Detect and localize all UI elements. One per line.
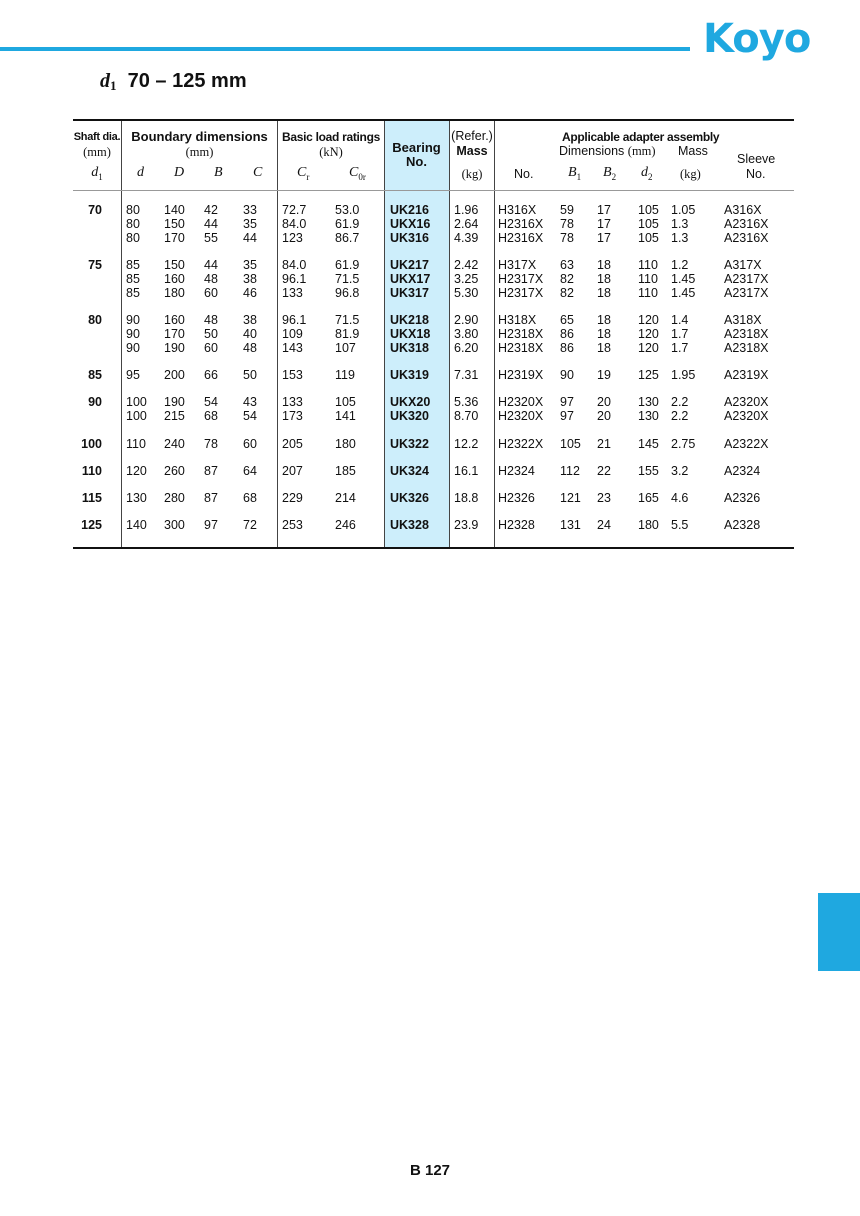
cell-cr: 96.1 [282,313,307,327]
cell-d: 110 [126,437,146,451]
cell-C: 44 [243,231,257,245]
cell-adapter-mass: 1.45 [671,272,696,286]
cell-c0r: 119 [335,368,355,382]
cell-bearing-no: UK217 [390,258,429,272]
cell-c0r: 81.9 [335,327,360,341]
cell-cr: 72.7 [282,203,307,217]
cell-cr: 229 [282,491,303,505]
cell-B: 44 [204,258,218,272]
cell-adapter-no: H2319X [498,368,544,382]
cell-bearing-no: UK324 [390,464,429,478]
cell-cr: 96.1 [282,272,307,286]
header-boundary: Boundary dimensions [131,129,268,144]
cell-B: 87 [204,491,218,505]
cell-d: 140 [126,518,147,532]
cell-adapter-mass: 1.3 [671,217,689,231]
cell-adapter-mass: 5.5 [671,518,689,532]
cell-cr: 153 [282,368,303,382]
cell-cr: 109 [282,327,303,341]
cell-mass: 3.25 [454,272,479,286]
cell-b1: 97 [560,395,574,409]
cell-b2: 17 [597,231,611,245]
cell-adapter-no: H2328 [498,518,535,532]
cell-sleeve-no: A2324 [724,464,761,478]
cell-mass: 18.8 [454,491,479,505]
cell-cr: 84.0 [282,258,307,272]
header-adapter-dims-prefix: Dimensions [559,144,625,158]
shaft-dia-value: 85 [88,368,102,382]
cell-C: 35 [243,217,257,231]
header-B: B [214,165,223,180]
cell-C: 46 [243,286,257,300]
cell-b1: 78 [560,217,574,231]
title-symbol: d [100,70,110,92]
cell-d: 100 [126,395,147,409]
column-divider [449,121,450,547]
cell-d2: 105 [638,231,659,245]
cell-adapter-no: H2318X [498,327,544,341]
shaft-dia-value: 70 [88,203,102,217]
title-range: 70 – 125 mm [127,70,247,92]
cell-d2: 105 [638,203,659,217]
cell-mass: 4.39 [454,231,479,245]
cell-D: 260 [164,464,185,478]
cell-b1: 112 [560,464,580,478]
cell-adapter-no: H2326 [498,491,535,505]
header-load: Basic load ratings [282,130,380,144]
shaft-dia-value: 115 [81,491,102,505]
cell-mass: 16.1 [454,464,479,478]
page-title [100,70,247,94]
header-shaft-unit: (mm) [83,145,111,159]
cell-b1: 105 [560,437,581,451]
cell-b2: 20 [597,395,611,409]
header-adapter-dims [559,144,656,158]
cell-sleeve-no: A2320X [724,395,769,409]
cell-sleeve-no: A318X [724,313,762,327]
cell-B: 44 [204,217,218,231]
cell-sleeve-no: A2322X [724,437,769,451]
cell-adapter-mass: 1.3 [671,231,689,245]
cell-D: 150 [164,217,185,231]
header-bearing-no: No. [406,154,427,169]
cell-d: 80 [126,203,140,217]
cell-d2: 130 [638,395,659,409]
cell-b1: 65 [560,313,574,327]
shaft-dia-value: 125 [81,518,102,532]
cell-bearing-no: UKX17 [390,272,431,286]
cell-sleeve-no: A2317X [724,272,769,286]
cell-d2: 125 [638,368,659,382]
cell-C: 54 [243,409,257,423]
cell-d2: 130 [638,409,659,423]
cell-C: 33 [243,203,257,217]
cell-mass: 3.80 [454,327,479,341]
header-adapter-mass-unit: (kg) [680,167,701,181]
cell-b2: 17 [597,203,611,217]
cell-d: 80 [126,231,140,245]
cell-C: 38 [243,272,257,286]
header-sleeve: Sleeve [737,152,776,166]
cell-cr: 133 [282,286,303,300]
cell-c0r: 61.9 [335,217,360,231]
bearing-table [73,119,794,549]
cell-D: 300 [164,518,185,532]
cell-c0r: 246 [335,518,356,532]
cell-c0r: 53.0 [335,203,360,217]
cell-b1: 59 [560,203,574,217]
cell-sleeve-no: A2316X [724,231,769,245]
cell-mass: 2.42 [454,258,479,272]
shaft-dia-value: 80 [88,313,102,327]
cell-sleeve-no: A2318X [724,341,769,355]
cell-mass: 2.64 [454,217,479,231]
cell-adapter-mass: 2.75 [671,437,696,451]
cell-C: 40 [243,327,257,341]
header-sleeve-no: No. [746,167,766,181]
cell-b2: 18 [597,272,611,286]
cell-d: 85 [126,272,140,286]
cell-sleeve-no: A316X [724,203,762,217]
cell-adapter-mass: 4.6 [671,491,689,505]
cell-C: 48 [243,341,257,355]
cell-B: 42 [204,203,218,217]
cell-bearing-no: UKX18 [390,327,431,341]
cell-b2: 19 [597,368,611,382]
header-C: C [253,165,263,180]
cell-cr: 123 [282,231,303,245]
cell-d2: 120 [638,341,659,355]
cell-d2: 155 [638,464,659,478]
cell-b2: 22 [597,464,611,478]
cell-D: 190 [164,395,185,409]
cell-B: 60 [204,286,218,300]
cell-bearing-no: UK319 [390,368,429,382]
cell-C: 38 [243,313,257,327]
cell-b2: 18 [597,313,611,327]
cell-cr: 253 [282,518,303,532]
cell-D: 160 [164,313,185,327]
cell-B: 68 [204,409,218,423]
column-divider [277,121,278,547]
cell-d2: 120 [638,327,659,341]
cell-d: 90 [126,313,140,327]
cell-adapter-no: H2320X [498,395,544,409]
cell-mass: 8.70 [454,409,479,423]
header-load-unit: (kN) [319,145,343,159]
cell-mass: 1.96 [454,203,479,217]
cell-D: 180 [164,286,185,300]
cell-d: 100 [126,409,147,423]
page-number: B 127 [409,1162,451,1179]
cell-d: 90 [126,341,140,355]
section-tab [818,893,860,971]
cell-mass: 6.20 [454,341,479,355]
cell-cr: 207 [282,464,303,478]
cell-adapter-no: H2316X [498,217,544,231]
cell-B: 60 [204,341,218,355]
cell-adapter-no: H2318X [498,341,544,355]
cell-D: 150 [164,258,185,272]
cell-cr: 143 [282,341,303,355]
cell-sleeve-no: A2317X [724,286,769,300]
cell-b1: 86 [560,341,574,355]
cell-sleeve-no: A2316X [724,217,769,231]
cell-D: 215 [164,409,185,423]
cell-c0r: 185 [335,464,356,478]
header-adapter: Applicable adapter assembly [562,130,720,144]
cell-b1: 121 [560,491,581,505]
cell-d2: 105 [638,217,659,231]
cell-B: 87 [204,464,218,478]
column-divider [121,121,122,547]
cell-mass: 23.9 [454,518,479,532]
cell-c0r: 86.7 [335,231,360,245]
cell-bearing-no: UKX16 [390,217,431,231]
header-boundary-unit: (mm) [185,145,214,159]
cell-C: 68 [243,491,257,505]
cell-c0r: 141 [335,409,356,423]
cell-B: 97 [204,518,218,532]
cell-C: 50 [243,368,257,382]
cell-adapter-mass: 1.2 [671,258,689,272]
cell-b1: 63 [560,258,574,272]
cell-d: 90 [126,327,140,341]
cell-mass: 2.90 [454,313,479,327]
shaft-dia-value: 100 [81,437,102,451]
header-divider [73,190,794,191]
cell-bearing-no: UK316 [390,231,429,245]
cell-b1: 82 [560,272,574,286]
header-bearing: Bearing [392,140,441,155]
cell-sleeve-no: A2328 [724,518,761,532]
cell-bearing-no: UK322 [390,437,429,451]
cell-adapter-mass: 1.7 [671,327,689,341]
header-C0r: $C_{0r}$ [349,165,366,182]
cell-b2: 18 [597,327,611,341]
cell-c0r: 96.8 [335,286,360,300]
cell-b2: 18 [597,286,611,300]
brand-logo: Koyo [703,16,811,62]
cell-d2: 180 [638,518,659,532]
cell-b2: 23 [597,491,611,505]
cell-D: 200 [164,368,185,382]
cell-b1: 86 [560,327,574,341]
cell-d2: 110 [638,272,658,286]
cell-d2: 145 [638,437,659,451]
cell-C: 72 [243,518,257,532]
cell-d2: 110 [638,286,658,300]
cell-D: 160 [164,272,185,286]
cell-B: 78 [204,437,218,451]
header-rule [0,47,690,51]
cell-D: 140 [164,203,185,217]
cell-adapter-mass: 2.2 [671,395,689,409]
cell-mass: 5.36 [454,395,479,409]
cell-mass: 5.30 [454,286,479,300]
shaft-dia-value: 90 [88,395,102,409]
header-B1: $B_1$ [568,165,582,182]
cell-adapter-no: H2320X [498,409,544,423]
cell-d: 85 [126,286,140,300]
cell-b1: 78 [560,231,574,245]
cell-bearing-no: UK318 [390,341,429,355]
cell-cr: 173 [282,409,303,423]
cell-B: 55 [204,231,218,245]
cell-D: 170 [164,327,185,341]
cell-cr: 84.0 [282,217,307,231]
cell-d: 85 [126,258,140,272]
cell-adapter-no: H316X [498,203,537,217]
cell-cr: 205 [282,437,303,451]
cell-D: 280 [164,491,185,505]
cell-c0r: 107 [335,341,356,355]
cell-adapter-no: H318X [498,313,537,327]
cell-B: 54 [204,395,218,409]
cell-b2: 18 [597,341,611,355]
cell-C: 60 [243,437,257,451]
cell-mass: 7.31 [454,368,479,382]
cell-b2: 21 [597,437,611,451]
cell-d: 80 [126,217,140,231]
cell-adapter-mass: 1.95 [671,368,696,382]
cell-b1: 97 [560,409,574,423]
header-mass: Mass [456,144,488,158]
cell-adapter-no: H2316X [498,231,544,245]
cell-d: 95 [126,368,140,382]
cell-c0r: 61.9 [335,258,360,272]
cell-adapter-mass: 3.2 [671,464,689,478]
cell-b2: 20 [597,409,611,423]
cell-d2: 165 [638,491,659,505]
cell-bearing-no: UK328 [390,518,429,532]
cell-adapter-mass: 1.45 [671,286,696,300]
cell-sleeve-no: A2318X [724,327,769,341]
header-d: d [137,165,144,180]
cell-sleeve-no: A317X [724,258,762,272]
header-B2: $B_2$ [603,165,617,182]
cell-b2: 24 [597,518,611,532]
header-refer: (Refer.) [451,129,493,143]
cell-c0r: 180 [335,437,356,451]
cell-D: 170 [164,231,185,245]
cell-b1: 131 [560,518,581,532]
cell-adapter-no: H2322X [498,437,544,451]
cell-C: 35 [243,258,257,272]
cell-b2: 17 [597,217,611,231]
cell-bearing-no: UK326 [390,491,429,505]
cell-mass: 12.2 [454,437,479,451]
cell-c0r: 105 [335,395,356,409]
cell-B: 66 [204,368,218,382]
cell-d2: 120 [638,313,659,327]
header-adapter-mass: Mass [678,144,708,158]
cell-adapter-no: H317X [498,258,537,272]
cell-sleeve-no: A2319X [724,368,769,382]
header-mass-unit: (kg) [461,167,483,181]
cell-B: 48 [204,313,218,327]
title-subscript: 1 [110,78,117,93]
cell-d: 130 [126,491,147,505]
cell-adapter-no: H2324 [498,464,535,478]
column-divider [384,121,385,547]
cell-b2: 18 [597,258,611,272]
cell-adapter-mass: 1.7 [671,341,689,355]
shaft-dia-value: 110 [81,464,102,478]
cell-D: 190 [164,341,185,355]
shaft-dia-value: 75 [88,258,102,272]
cell-bearing-no: UK317 [390,286,429,300]
column-divider [494,121,495,547]
cell-adapter-no: H2317X [498,272,544,286]
cell-c0r: 71.5 [335,272,360,286]
header-D: D [174,165,185,180]
cell-c0r: 214 [335,491,356,505]
cell-cr: 133 [282,395,303,409]
cell-C: 43 [243,395,257,409]
header-d1: $d_1$ [91,165,103,182]
cell-D: 240 [164,437,185,451]
cell-bearing-no: UK218 [390,313,429,327]
cell-adapter-no: H2317X [498,286,544,300]
cell-B: 50 [204,327,218,341]
cell-bearing-no: UKX20 [390,395,431,409]
header-adapter-no: No. [514,167,534,181]
cell-adapter-mass: 2.2 [671,409,689,423]
cell-d: 120 [126,464,147,478]
header-shaft-dia: Shaft dia. [73,131,121,143]
cell-adapter-mass: 1.05 [671,203,696,217]
cell-bearing-no: UK216 [390,203,429,217]
cell-c0r: 71.5 [335,313,360,327]
cell-sleeve-no: A2320X [724,409,769,423]
cell-b1: 90 [560,368,574,382]
cell-bearing-no: UK320 [390,409,429,423]
cell-b1: 82 [560,286,574,300]
cell-B: 48 [204,272,218,286]
cell-adapter-mass: 1.4 [671,313,689,327]
header-Cr: $C_r$ [297,165,310,182]
header-d2: $d_2$ [641,165,653,182]
cell-sleeve-no: A2326 [724,491,761,505]
header-adapter-dims-unit: (mm) [627,144,656,158]
cell-d2: 110 [638,258,658,272]
cell-C: 64 [243,464,257,478]
